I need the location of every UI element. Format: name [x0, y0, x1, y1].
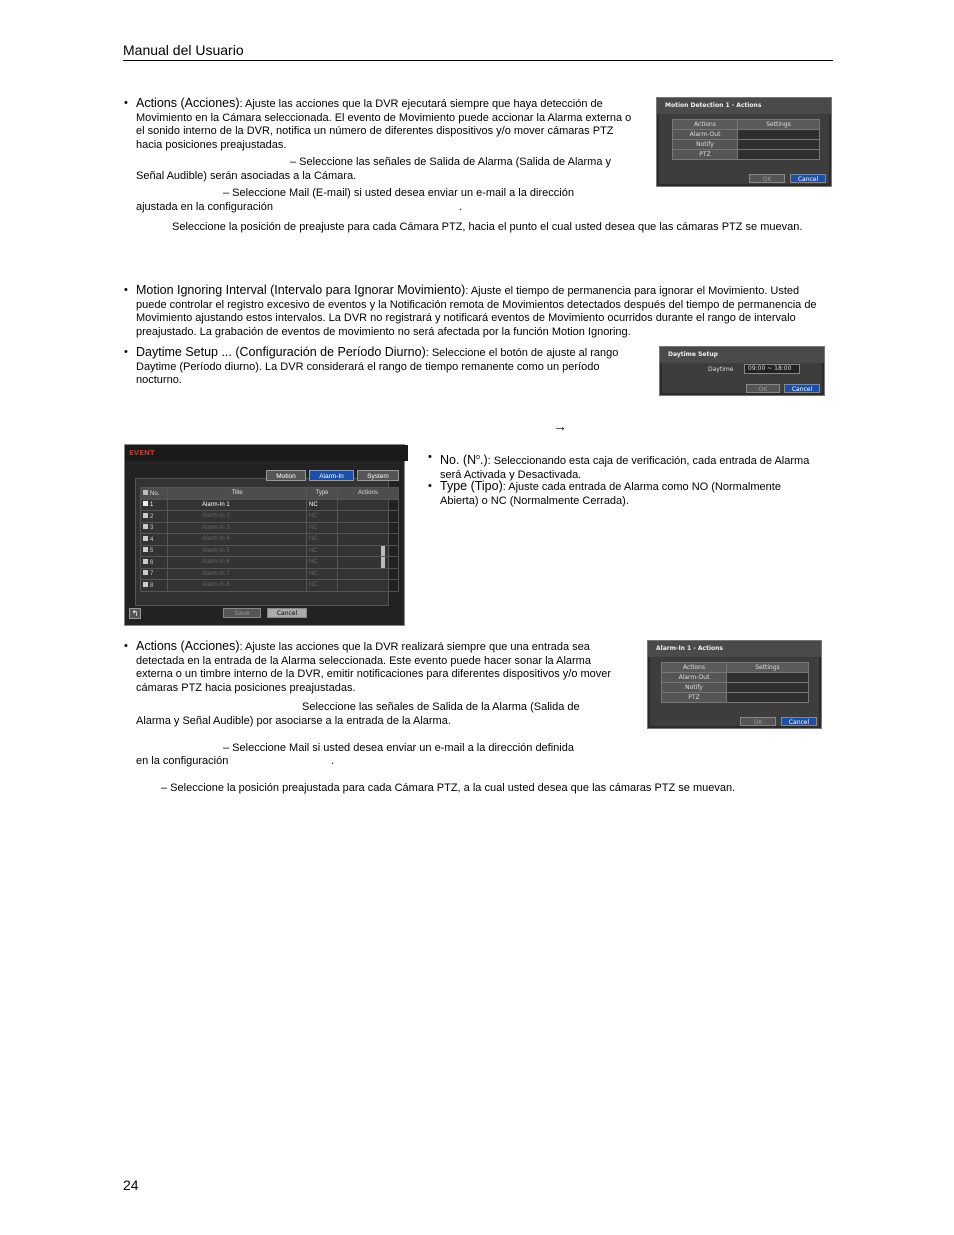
- ptz-setting[interactable]: [738, 150, 820, 160]
- event-screen-title: EVENT: [125, 445, 408, 461]
- daytime-setup-lead: Daytime Setup ... (Configuración de Período Diurno): [136, 345, 426, 359]
- col-settings: Settings: [738, 120, 820, 130]
- alarm-no-text: : Seleccionando esta caja de verificación, cada entrada de Alarma será Activada y Desactivada.: [440, 455, 810, 481]
- daytime-setup-bullet: [124, 345, 632, 388]
- col-title: Title: [168, 488, 307, 500]
- alarm-notify-text-1: – Seleccione Mail si usted desea enviar un e-mail a la dirección definida: [223, 742, 574, 754]
- row-notify: Notify: [662, 683, 727, 693]
- daytime-setup-text: : Seleccione el botón de ajuste al rango Daytime (Período diurno). La DVR considerará el rango de tiempo remanente como un período nocturno.: [136, 347, 619, 386]
- table-row[interactable]: [141, 511, 399, 523]
- motion-notify-text-3: .: [459, 201, 463, 213]
- motion-ignoring-bullet: [124, 283, 832, 339]
- row-title[interactable]: Alarm-In 7: [168, 568, 307, 580]
- alarm-notify-text-3: .: [331, 755, 335, 767]
- tab-alarm-in[interactable]: Alarm-In: [309, 470, 354, 481]
- row-checkbox[interactable]: 1: [141, 499, 168, 511]
- row-checkbox[interactable]: 2: [141, 511, 168, 523]
- alarm-out-setting[interactable]: [727, 673, 809, 683]
- row-checkbox[interactable]: 3: [141, 522, 168, 534]
- motion-actions-bullet: [124, 96, 636, 152]
- motion-actions-grid: [672, 119, 820, 160]
- row-type[interactable]: NC: [307, 534, 338, 546]
- row-title[interactable]: Alarm-In 8: [168, 580, 307, 592]
- row-checkbox[interactable]: 6: [141, 557, 168, 569]
- ptz-setting[interactable]: [727, 693, 809, 703]
- table-row[interactable]: [141, 568, 399, 580]
- row-checkbox[interactable]: 8: [141, 580, 168, 592]
- row-actions[interactable]: [338, 534, 399, 546]
- notify-setting[interactable]: [727, 683, 809, 693]
- alarm-in-table: [140, 487, 399, 592]
- save-button[interactable]: Save: [223, 608, 261, 618]
- row-notify: Notify: [673, 140, 738, 150]
- row-actions[interactable]: [338, 522, 399, 534]
- tab-system[interactable]: System: [357, 470, 399, 481]
- row-actions[interactable]: [338, 545, 399, 557]
- row-checkbox[interactable]: 7: [141, 568, 168, 580]
- motion-actions-lead: Actions (Acciones): [136, 96, 240, 110]
- alarm-actions-bullet: [124, 639, 628, 695]
- col-actions: Actions: [673, 120, 738, 130]
- table-row[interactable]: [141, 522, 399, 534]
- alarm-actions-lead: Actions (Acciones): [136, 639, 240, 653]
- daytime-range-field[interactable]: 09:00 ~ 18:00: [744, 364, 800, 374]
- row-type[interactable]: NC: [307, 545, 338, 557]
- alarm-out-setting[interactable]: [738, 130, 820, 140]
- bullet-dot: •: [124, 346, 128, 358]
- row-type[interactable]: NC: [307, 522, 338, 534]
- alarm-type-text: : Ajuste cada entrada de Alarma como NO (Normalmente Abierta) o NC (Normalmente Cerrada).: [440, 481, 781, 507]
- ok-button[interactable]: OK: [746, 384, 780, 393]
- alarm-actions-text: : Ajuste las acciones que la DVR realizará siempre que una entrada sea detectada en la entrada de la Alarma seleccionada. Este evento puede hacer sonar la Alarma externa o un timbre interno de la DVR, emitir notificaciones para diferentes dispositivos y/o mover cámaras PTZ hacia posiciones preajustadas.: [136, 641, 612, 694]
- row-title[interactable]: Alarm-In 1: [168, 499, 307, 511]
- dialog-title: Daytime Setup: [660, 347, 824, 363]
- alarm-ptz-text: – Seleccione la posición preajustada para cada Cámara PTZ, a la cual usted desea que las cámaras PTZ se muevan.: [161, 782, 736, 794]
- arrow-right-icon: →: [553, 418, 567, 434]
- row-actions[interactable]: [338, 499, 399, 511]
- motion-ignoring-lead: Motion Ignoring Interval (Intervalo para Ignorar Movimiento): [136, 283, 466, 297]
- cancel-button[interactable]: Cancel: [781, 717, 817, 726]
- row-type[interactable]: NC: [307, 499, 338, 511]
- cancel-button[interactable]: Cancel: [790, 174, 826, 183]
- row-alarm-out: Alarm-Out: [673, 130, 738, 140]
- motion-ptz-text: Seleccione la posición de preajuste para cada Cámara PTZ, hacia el punto el cual usted desea que las cámaras PTZ se muevan.: [172, 221, 803, 233]
- row-ptz: PTZ: [662, 693, 727, 703]
- header-rule: [123, 60, 833, 61]
- col-settings: Settings: [727, 663, 809, 673]
- row-actions[interactable]: [338, 511, 399, 523]
- daytime-label: Daytime: [708, 366, 734, 373]
- ok-button[interactable]: OK: [740, 717, 776, 726]
- row-alarm-out: Alarm-Out: [662, 673, 727, 683]
- back-icon[interactable]: ↰: [129, 608, 141, 619]
- col-no: No.: [141, 488, 168, 500]
- dialog-title: Alarm-In 1 - Actions: [648, 641, 821, 657]
- alarm-actions-grid: [661, 662, 809, 703]
- ok-button[interactable]: OK: [749, 174, 785, 183]
- row-actions[interactable]: [338, 580, 399, 592]
- bullet-dot: •: [124, 284, 128, 296]
- row-type[interactable]: NC: [307, 511, 338, 523]
- col-type: Type: [307, 488, 338, 500]
- motion-actions-dialog: [656, 97, 832, 187]
- row-actions[interactable]: [338, 568, 399, 580]
- page-header-title: Manual del Usuario: [123, 42, 244, 58]
- row-title[interactable]: Alarm-In 5: [168, 545, 307, 557]
- alarm-notify-text-2: en la configuración: [136, 755, 229, 767]
- page-number: 24: [123, 1177, 139, 1193]
- row-type[interactable]: NC: [307, 580, 338, 592]
- dialog-title: Motion Detection 1 - Actions: [657, 98, 831, 114]
- motion-alarm-out-text: – Seleccione las señales de Salida de Alarma (Salida de Alarma y Señal Audible) serán asociadas a la Cámara.: [136, 156, 612, 182]
- row-checkbox[interactable]: 5: [141, 545, 168, 557]
- daytime-setup-dialog: [659, 346, 825, 396]
- table-row[interactable]: [141, 580, 399, 592]
- table-row[interactable]: [141, 534, 399, 546]
- table-row[interactable]: [141, 545, 399, 557]
- row-title[interactable]: Alarm-In 4: [168, 534, 307, 546]
- table-row[interactable]: [141, 499, 399, 511]
- motion-actions-text: : Ajuste las acciones que la DVR ejecutará siempre que haya detección de Movimiento en la Cámara seleccionada. El evento de Movimiento puede accionar la Alarma externa o el sonido interno de la DVR, notifica un número de diferentes dispositivos y/o mover cámaras PTZ hacia posiciones preajustadas.: [136, 98, 632, 151]
- bullet-dot: •: [124, 97, 128, 109]
- motion-notify-text-2: ajustada en la configuración: [136, 201, 273, 213]
- row-type[interactable]: NC: [307, 568, 338, 580]
- alarm-actions-dialog: [647, 640, 822, 729]
- cancel-button[interactable]: Cancel: [784, 384, 820, 393]
- notify-setting[interactable]: [738, 140, 820, 150]
- alarm-no-lead: No. $(N^o.)$: [440, 453, 488, 468]
- row-checkbox[interactable]: 4: [141, 534, 168, 546]
- alarm-type-lead: Type (Tipo): [440, 479, 503, 493]
- bullet-dot: •: [428, 480, 432, 492]
- event-cancel-button[interactable]: Cancel: [267, 608, 307, 618]
- tab-motion[interactable]: Motion: [266, 470, 306, 481]
- col-actions: Actions: [662, 663, 727, 673]
- bullet-dot: •: [124, 640, 128, 652]
- col-actions: Actions: [338, 488, 399, 500]
- row-title[interactable]: Alarm-In 2: [168, 511, 307, 523]
- table-row[interactable]: [141, 557, 399, 569]
- alarm-alarm-out-text: Seleccione las señales de Salida de la Alarma (Salida de Alarma y Señal Audible) por asociarse a la entrada de la Alarma.: [136, 701, 580, 727]
- row-title[interactable]: Alarm-In 6: [168, 557, 307, 569]
- alarm-no-bullet: [428, 451, 820, 482]
- row-type[interactable]: NC: [307, 557, 338, 569]
- alarm-type-bullet: [428, 479, 820, 508]
- bullet-dot: •: [428, 451, 432, 463]
- row-ptz: PTZ: [673, 150, 738, 160]
- row-actions[interactable]: [338, 557, 399, 569]
- motion-notify-text-1: – Seleccione Mail (E-mail) si usted desea enviar un e-mail a la dirección: [223, 187, 574, 199]
- row-title[interactable]: Alarm-In 3: [168, 522, 307, 534]
- motion-ignoring-text: : Ajuste el tiempo de permanencia para ignorar el Movimiento. Usted puede controlar el registro excesivo de eventos y la Notificación remota de Movimientos detectados después del tiempo de permanencia de Movimiento ajustando estos intervalos. La DVR no registrará y notificará eventos de Movimiento ocurridos durante el rango de intervalo preajustado. La grabación de eventos de movimiento no será afectada por la función Motion Ignoring.: [136, 285, 817, 338]
